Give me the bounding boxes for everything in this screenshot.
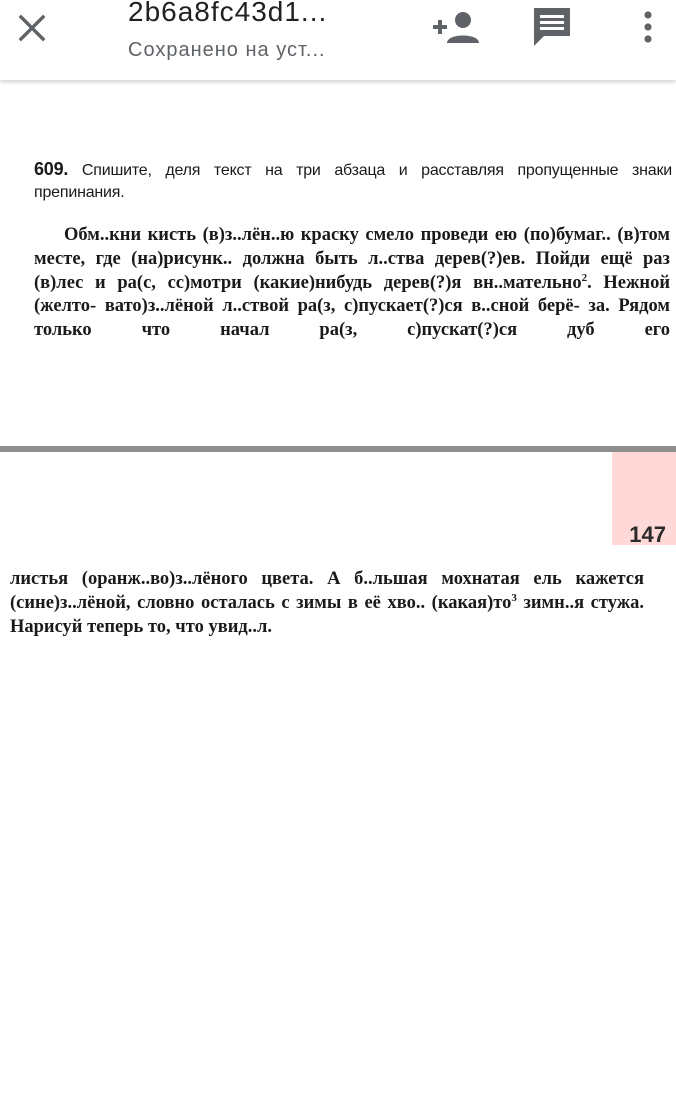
exercise-text [34, 224, 670, 343]
document-title: 2b6a8fc43d1... [128, 0, 328, 27]
close-button[interactable] [6, 6, 58, 50]
more-vert-icon [642, 9, 654, 45]
exercise-number: 609. [34, 159, 69, 179]
add-person-button[interactable] [426, 4, 486, 50]
app-bar [0, 0, 676, 80]
more-options-button[interactable] [628, 4, 668, 50]
exercise-paragraph: Обм..кни кисть (в)з..лён..ю краску смело проведи ею (по)бумаг.. (в)том месте, где (на)рисунк.. должна быть л..ства дерев(?)ев. Пойди ещё раз (в)лес и ра(с, сс)мотри (какие)нибудь дерев(?)я вн..мательно$^2$. Нежной (желто- вато)з..лёной л..ствой ра(з, с)пускает(?)ся в..сной берё- за. Рядом только что начал ра(з, с)пускат(?)ся дуб его [34, 225, 671, 341]
comment-button[interactable] [524, 2, 580, 50]
person-add-icon [431, 9, 481, 45]
instruction-text: Спишите, деля текст на три абзаца и расставляя пропущенные знаки препинания. [34, 162, 672, 201]
footnote-mark: 2 [581, 271, 588, 284]
continuation-text [10, 568, 644, 639]
footnote-mark: 3 [511, 591, 517, 604]
document-page-top [0, 80, 676, 448]
close-icon [17, 13, 47, 43]
page-divider [0, 446, 676, 452]
comment-icon [530, 4, 574, 48]
save-status: Сохранено на уст... [128, 39, 326, 61]
page-number: 147 [629, 522, 666, 547]
continuation-paragraph: листья (оранж..во)з..лёного цвета. А б..льшая мохнатая ель кажется (сине)з..лёной, словно осталась с зимы в её хво.. $(какая)то^3$ зимн..я стужа. Нарисуй теперь то, что увид..л. [10, 569, 645, 637]
exercise-instruction [34, 158, 672, 204]
